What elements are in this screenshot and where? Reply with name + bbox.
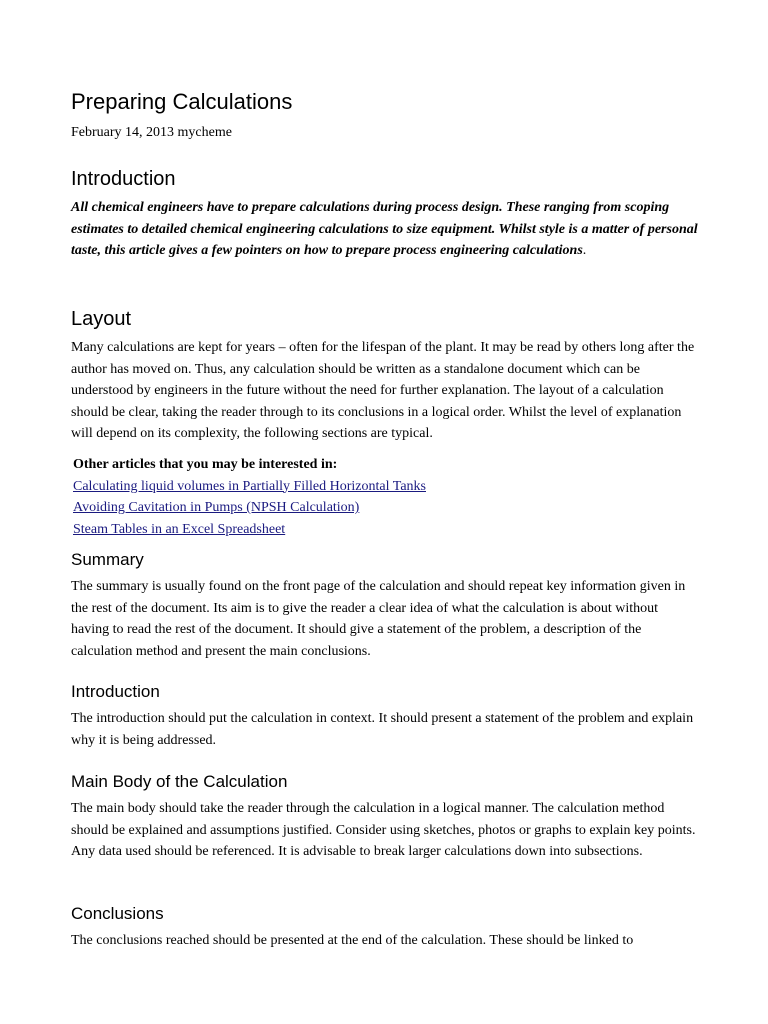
article-meta <box>71 123 232 143</box>
post-author: mycheme <box>177 125 232 140</box>
related-link-horizontal-tanks[interactable]: Calculating liquid volumes in Partially Filled Horizontal Tanks <box>73 478 426 494</box>
related-link-steam-tables[interactable]: Steam Tables in an Excel Spreadsheet <box>73 521 286 537</box>
post-date: February 14, 2013 <box>71 125 175 140</box>
introduction-sub-paragraph: The introduction should put the calculation in context. It should present a statement of the problem and explain why it is being addressed. <box>71 711 694 748</box>
conclusions-paragraph: The conclusions reached should be presented at the end of the calculation. These should be linked to <box>71 933 634 948</box>
page-title: Preparing Calculations <box>71 89 293 114</box>
summary-heading: Summary <box>71 550 144 569</box>
conclusions-heading: Conclusions <box>71 904 164 923</box>
summary-paragraph: The summary is usually found on the front page of the calculation and should repeat key information given in the rest of the document. Its aim is to give the reader a clear idea of what the calculation is about without having to read the rest of the document. It should give a statement of the problem, a description of the calculation method and present the main conclusions. <box>71 579 686 659</box>
related-link-npsh[interactable]: Avoiding Cavitation in Pumps (NPSH Calculation) <box>73 500 360 516</box>
related-articles <box>73 454 426 540</box>
main-body-heading: Main Body of the Calculation <box>71 772 288 791</box>
introduction-subheading: Introduction <box>71 682 160 701</box>
related-articles-heading: Other articles that you may be interested in: <box>73 457 338 472</box>
layout-heading: Layout <box>71 308 132 330</box>
introduction-heading: Introduction <box>71 168 176 190</box>
introduction-text: All chemical engineers have to prepare calculations during process design. These ranging from scoping estimates to detailed chemical engineering calculations to size equipment. Whilst style is a matter of personal taste, this article gives a few pointers on how to prepare process engineering calculations <box>71 200 698 259</box>
introduction-paragraph <box>71 197 699 262</box>
introduction-end: . <box>582 243 587 259</box>
main-body-paragraph: The main body should take the reader through the calculation in a logical manner. The calculation method should be explained and assumptions justified. Consider using sketches, photos or graphs to explain key points. Any data used should be referenced. It is advisable to break larger calculations down into subsections. <box>71 801 696 860</box>
layout-paragraph: Many calculations are kept for years – often for the lifespan of the plant. It may be read by others long after the author has moved on. Thus, any calculation should be written as a standalone document which can be understood by engineers in the future without the need for further explanation. The layout of a calculation should be clear, taking the reader through to its conclusions in a logical order. Whilst the level of explanation will depend on its complexity, the following sections are typical. <box>71 340 695 442</box>
